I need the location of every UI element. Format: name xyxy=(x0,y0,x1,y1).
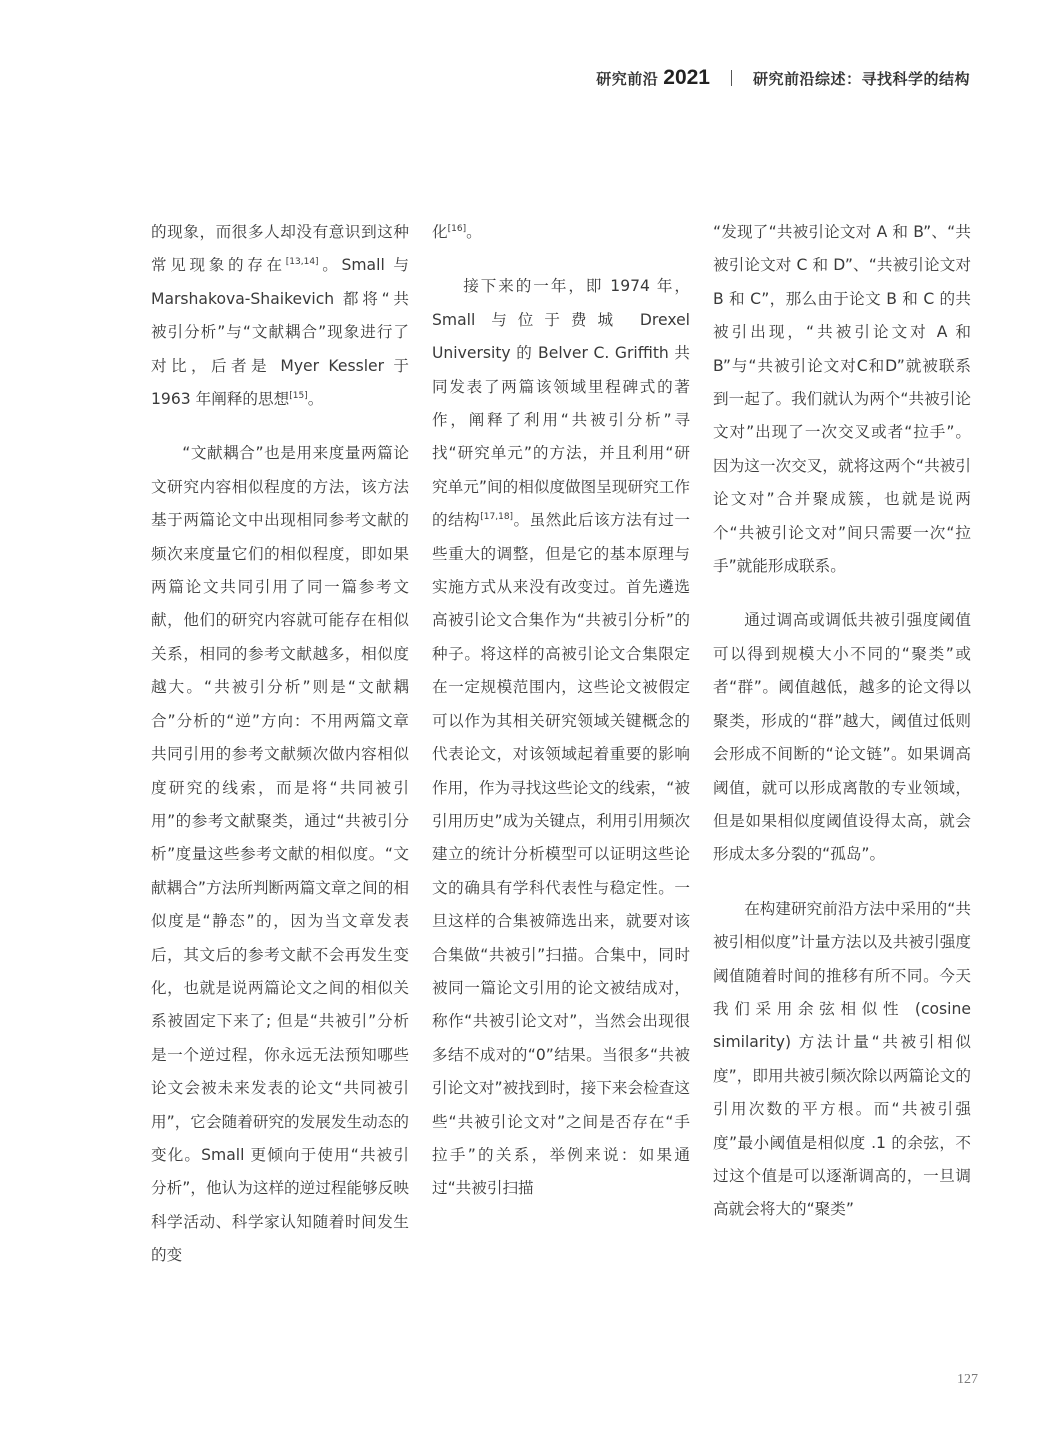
paragraph: “文献耦合”也是用来度量两篇论文研究内容相似程度的方法，该方法基于两篇论文中出现相同参考文献的频次来度量它们的相似程度，即如果两篇论文共同引用了同一篇参考文献，他们的研究内容就可能存在相似关系，相同的参考文献越多，相似度越大。“共被引分析”则是“文献耦合”分析的“逆”方向：不用两篇文章共同引用的参考文献频次做内容相似度研究的线索，而是将“共同被引用”的参考文献聚类，通过“共被引分析”度量这些参考文献的相似度。“文献耦合”方法所判断两篇文章之间的相似度是“静态”的，因为当文章发表后，其文后的参考文献不会再发生变化，也就是说两篇论文之间的相似关系被固定下来了; 但是“共被引”分析是一个逆过程，你永远无法预知哪些论文会被未来发表的论文“共同被引用”，它会随着研究的发展发生动态的变化。Small 更倾向于使用“共被引分析”，他认为这样的逆过程能够反映科学活动、科学家认知随着时间发生的变 xyxy=(151,444,409,1265)
paragraph: 在构建研究前沿方法中采用的“共被引相似度”计量方法以及共被引强度阈值随着时间的推移有所不同。今天我们采用余弦相似性 (cosine similarity) 方法计量“共被引相似度”，即用共被引频次除以两篇论文的引用次数的平方根。而“共被引强度”最小阈值是相似度 .1 的余弦，不过这个值是可以逐渐调高的，一旦调高就会将大的“聚类” xyxy=(713,899,971,1219)
text-column-3 xyxy=(713,216,971,1248)
citation-ref: [13,14] xyxy=(285,257,319,268)
page-number: 127 xyxy=(957,1372,978,1387)
text-run: 。Small 与 Marshakova-Shaikevich 都将“共被引分析”与“文献耦合”现象进行了对比，后者是 Myer Kessler 于 1963 年阐释的思想 xyxy=(151,256,409,409)
text-run: 化 xyxy=(432,223,448,241)
citation-ref: [15] xyxy=(289,390,308,401)
header-year: 2021 xyxy=(663,66,710,89)
text-run: 。虽然此后该方法有过一些重大的调整，但是它的基本原理与实施方式从来没有改变过。首先遴选高被引论文合集作为“共被引分析”的种子。将这样的高被引论文合集限定在一定规模范围内，这些论文被假定可以作为其相关研究领域关键概念的代表论文，对该领域起着重要的影响作用，作为寻找这些论文的线索，“被引用历史”成为关键点，利用引用频次建立的统计分析模型可以证明这些论文的确具有学科代表性与稳定性。一旦这样的合集被筛选出来，就要对该合集做“共被引”扫描。合集中，同时被同一篇论文引用的论文被结成对，称作“共被引论文对”，当然会出现很多结不成对的“0”结果。当很多“共被引论文对”被找到时，接下来会检查这些“共被引论文对”之间是否存在“手拉手”的关系，举例来说：如果通过“共被引扫描 xyxy=(432,511,690,1198)
text-column-2 xyxy=(432,216,690,1227)
text-run: 接下来的一年，即 1974 年，Small 与位于费城 Drexel University 的 Belver C. Griffith 共同发表了两篇该领域里程碑式的著作，阐释了利用“共被引分析”寻找“研究单元”的方法，并且利用“研究单元”间的相似度做图呈现研究工作的结构 xyxy=(432,277,690,530)
running-header xyxy=(596,66,970,90)
text-run: 的现象，而很多人却没有意识到这种常见现象的存在 xyxy=(151,223,409,275)
text-run: 。 xyxy=(307,390,324,409)
header-divider xyxy=(731,70,732,86)
citation-ref: [17,18] xyxy=(480,512,514,523)
paragraph xyxy=(151,216,409,416)
header-title: 研究前沿综述：寻找科学的结构 xyxy=(752,69,970,88)
paragraph xyxy=(432,270,690,1205)
paragraph: “发现了“共被引论文对 A 和 B”、“共被引论文对 C 和 D”、“共被引论文对 B 和 C”，那么由于论文 B 和 C 的共被引出现，“共被引论文对 A 和 B”与“共被引论文对C和D”就被联系到一起了。我们就认为两个“共被引论文对”出现了一次交叉或者“拉手”。因为这一次交叉，就将这两个“共被引论文对”合并聚成簇，也就是说两个“共被引论文对”间只需要一次“拉手”就能形成联系。 xyxy=(713,223,971,576)
citation-ref: [16] xyxy=(447,223,467,234)
text-column-1 xyxy=(151,216,409,1294)
header-series: 研究前沿 xyxy=(596,69,659,88)
paragraph: 通过调高或调低共被引强度阈值可以得到规模大小不同的“聚类”或者“群”。阈值越低，越多的论文得以聚类，形成的“群”越大，阈值过低则会形成不间断的“论文链”。如果调高阈值，就可以形成离散的专业领域，但是如果相似度阈值设得太高，就会形成太多分裂的“孤岛”。 xyxy=(713,611,971,864)
text-run: 。 xyxy=(466,223,482,241)
paragraph xyxy=(432,216,690,249)
